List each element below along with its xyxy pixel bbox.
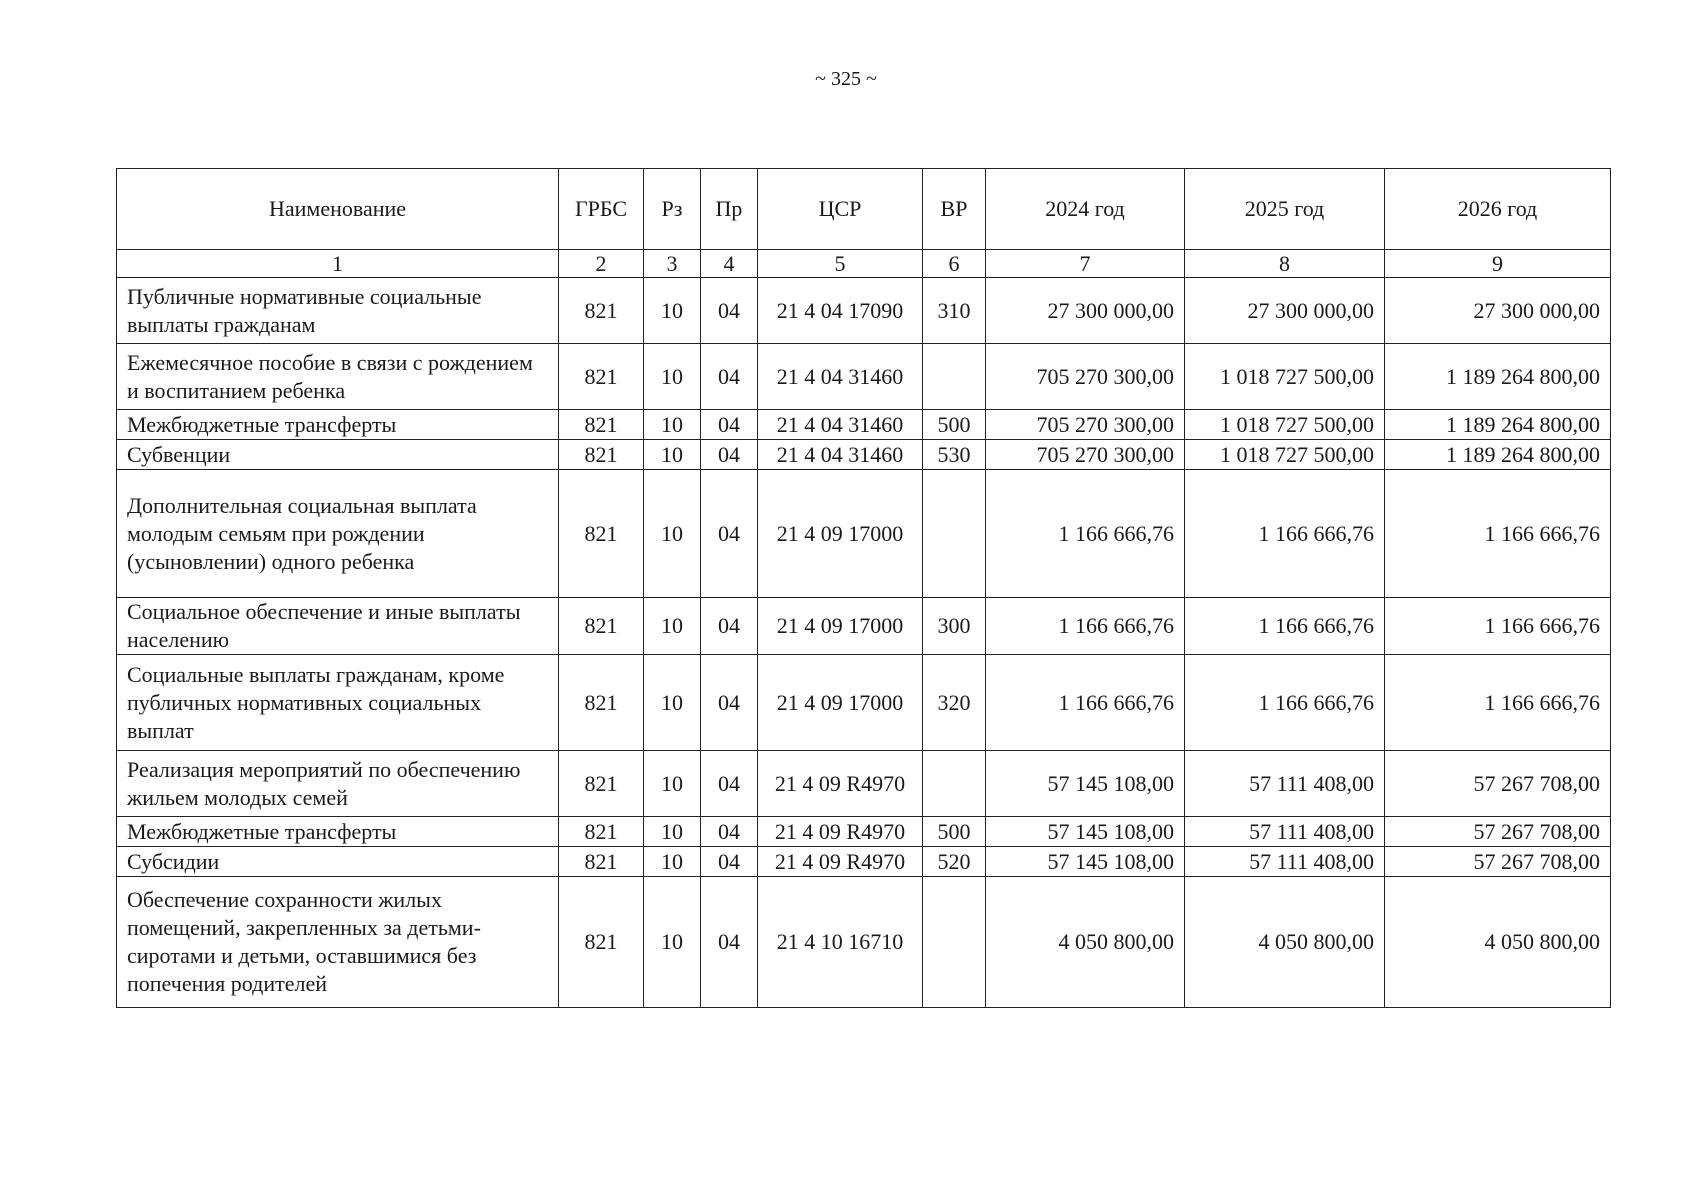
row-pr: 04 bbox=[701, 470, 758, 598]
row-amount-2024: 1 166 666,76 bbox=[986, 598, 1185, 655]
row-csr: 21 4 09 R4970 bbox=[758, 751, 923, 817]
row-name: Межбюджетные трансферты bbox=[117, 410, 559, 440]
row-amount-2025: 1 166 666,76 bbox=[1185, 470, 1385, 598]
header-2026: 2026 год bbox=[1385, 169, 1611, 250]
row-amount-2024: 1 166 666,76 bbox=[986, 470, 1185, 598]
row-rz: 10 bbox=[644, 751, 701, 817]
row-amount-2026: 1 166 666,76 bbox=[1385, 598, 1611, 655]
row-amount-2025: 27 300 000,00 bbox=[1185, 278, 1385, 344]
row-csr: 21 4 09 17000 bbox=[758, 655, 923, 751]
header-vr: ВР bbox=[923, 169, 986, 250]
row-amount-2025: 1 018 727 500,00 bbox=[1185, 440, 1385, 470]
row-grbs: 821 bbox=[559, 817, 644, 847]
row-amount-2025: 57 111 408,00 bbox=[1185, 751, 1385, 817]
column-number: 3 bbox=[644, 250, 701, 278]
table-row bbox=[117, 751, 1611, 817]
row-name: Социальные выплаты гражданам, кроме публичных нормативных социальных выплат bbox=[117, 655, 559, 751]
header-2025: 2025 год bbox=[1185, 169, 1385, 250]
table-row bbox=[117, 847, 1611, 877]
header-name: Наименование bbox=[117, 169, 559, 250]
row-amount-2026: 1 189 264 800,00 bbox=[1385, 440, 1611, 470]
row-csr: 21 4 09 R4970 bbox=[758, 847, 923, 877]
row-amount-2026: 4 050 800,00 bbox=[1385, 877, 1611, 1008]
row-grbs: 821 bbox=[559, 470, 644, 598]
row-amount-2026: 57 267 708,00 bbox=[1385, 847, 1611, 877]
row-csr: 21 4 09 17000 bbox=[758, 598, 923, 655]
row-name: Реализация мероприятий по обеспечению жильем молодых семей bbox=[117, 751, 559, 817]
row-csr: 21 4 04 17090 bbox=[758, 278, 923, 344]
row-amount-2024: 705 270 300,00 bbox=[986, 440, 1185, 470]
table-row bbox=[117, 344, 1611, 410]
row-rz: 10 bbox=[644, 655, 701, 751]
row-rz: 10 bbox=[644, 470, 701, 598]
row-rz: 10 bbox=[644, 278, 701, 344]
row-pr: 04 bbox=[701, 847, 758, 877]
row-vr: 520 bbox=[923, 847, 986, 877]
row-rz: 10 bbox=[644, 598, 701, 655]
row-grbs: 821 bbox=[559, 751, 644, 817]
column-number: 4 bbox=[701, 250, 758, 278]
row-amount-2024: 705 270 300,00 bbox=[986, 344, 1185, 410]
header-csr: ЦСР bbox=[758, 169, 923, 250]
table-row bbox=[117, 877, 1611, 1008]
row-amount-2025: 57 111 408,00 bbox=[1185, 817, 1385, 847]
row-name: Субсидии bbox=[117, 847, 559, 877]
row-csr: 21 4 04 31460 bbox=[758, 440, 923, 470]
header-rz: Рз bbox=[644, 169, 701, 250]
column-number: 1 bbox=[117, 250, 559, 278]
row-grbs: 821 bbox=[559, 877, 644, 1008]
table-row bbox=[117, 598, 1611, 655]
row-amount-2025: 57 111 408,00 bbox=[1185, 847, 1385, 877]
row-rz: 10 bbox=[644, 877, 701, 1008]
row-vr bbox=[923, 344, 986, 410]
column-number: 6 bbox=[923, 250, 986, 278]
row-vr bbox=[923, 470, 986, 598]
header-row bbox=[117, 169, 1611, 250]
row-pr: 04 bbox=[701, 751, 758, 817]
table-row bbox=[117, 470, 1611, 598]
row-amount-2024: 57 145 108,00 bbox=[986, 847, 1185, 877]
row-amount-2024: 57 145 108,00 bbox=[986, 751, 1185, 817]
table-row bbox=[117, 440, 1611, 470]
row-csr: 21 4 04 31460 bbox=[758, 344, 923, 410]
budget-table bbox=[116, 168, 1611, 1008]
row-grbs: 821 bbox=[559, 655, 644, 751]
table-row bbox=[117, 817, 1611, 847]
page-number: ~ 325 ~ bbox=[815, 68, 877, 90]
row-vr: 320 bbox=[923, 655, 986, 751]
row-grbs: 821 bbox=[559, 410, 644, 440]
row-amount-2026: 57 267 708,00 bbox=[1385, 817, 1611, 847]
row-grbs: 821 bbox=[559, 278, 644, 344]
row-pr: 04 bbox=[701, 655, 758, 751]
row-pr: 04 bbox=[701, 877, 758, 1008]
row-amount-2024: 27 300 000,00 bbox=[986, 278, 1185, 344]
row-name: Межбюджетные трансферты bbox=[117, 817, 559, 847]
header-grbs: ГРБС bbox=[559, 169, 644, 250]
row-amount-2024: 1 166 666,76 bbox=[986, 655, 1185, 751]
column-number: 7 bbox=[986, 250, 1185, 278]
row-pr: 04 bbox=[701, 410, 758, 440]
column-number: 8 bbox=[1185, 250, 1385, 278]
row-vr bbox=[923, 877, 986, 1008]
row-grbs: 821 bbox=[559, 598, 644, 655]
row-rz: 10 bbox=[644, 440, 701, 470]
row-pr: 04 bbox=[701, 344, 758, 410]
row-pr: 04 bbox=[701, 440, 758, 470]
column-number-row bbox=[117, 250, 1611, 278]
row-rz: 10 bbox=[644, 817, 701, 847]
row-rz: 10 bbox=[644, 410, 701, 440]
row-amount-2026: 27 300 000,00 bbox=[1385, 278, 1611, 344]
row-amount-2025: 1 018 727 500,00 bbox=[1185, 410, 1385, 440]
row-amount-2024: 705 270 300,00 bbox=[986, 410, 1185, 440]
row-pr: 04 bbox=[701, 278, 758, 344]
row-amount-2026: 1 166 666,76 bbox=[1385, 470, 1611, 598]
row-vr: 300 bbox=[923, 598, 986, 655]
column-number: 9 bbox=[1385, 250, 1611, 278]
row-vr: 500 bbox=[923, 817, 986, 847]
column-number: 5 bbox=[758, 250, 923, 278]
row-name: Социальное обеспечение и иные выплаты населению bbox=[117, 598, 559, 655]
table-row bbox=[117, 278, 1611, 344]
row-grbs: 821 bbox=[559, 440, 644, 470]
row-vr: 310 bbox=[923, 278, 986, 344]
row-amount-2026: 57 267 708,00 bbox=[1385, 751, 1611, 817]
row-amount-2026: 1 189 264 800,00 bbox=[1385, 344, 1611, 410]
row-vr: 530 bbox=[923, 440, 986, 470]
row-amount-2025: 1 166 666,76 bbox=[1185, 598, 1385, 655]
row-amount-2025: 4 050 800,00 bbox=[1185, 877, 1385, 1008]
row-amount-2025: 1 018 727 500,00 bbox=[1185, 344, 1385, 410]
row-amount-2026: 1 166 666,76 bbox=[1385, 655, 1611, 751]
row-name: Публичные нормативные социальные выплаты гражданам bbox=[117, 278, 559, 344]
row-rz: 10 bbox=[644, 847, 701, 877]
row-name: Субвенции bbox=[117, 440, 559, 470]
row-name: Обеспечение сохранности жилых помещений, закрепленных за детьми-сиротами и детьми, оставшимися без попечения родителей bbox=[117, 877, 559, 1008]
column-number: 2 bbox=[559, 250, 644, 278]
row-name: Дополнительная социальная выплата молодым семьям при рождении (усыновлении) одного ребенка bbox=[117, 470, 559, 598]
row-csr: 21 4 09 17000 bbox=[758, 470, 923, 598]
row-vr bbox=[923, 751, 986, 817]
row-amount-2025: 1 166 666,76 bbox=[1185, 655, 1385, 751]
header-pr: Пр bbox=[701, 169, 758, 250]
row-csr: 21 4 10 16710 bbox=[758, 877, 923, 1008]
row-vr: 500 bbox=[923, 410, 986, 440]
row-pr: 04 bbox=[701, 598, 758, 655]
row-pr: 04 bbox=[701, 817, 758, 847]
table-row bbox=[117, 655, 1611, 751]
row-grbs: 821 bbox=[559, 344, 644, 410]
row-amount-2026: 1 189 264 800,00 bbox=[1385, 410, 1611, 440]
table-row bbox=[117, 410, 1611, 440]
row-name: Ежемесячное пособие в связи с рождением и воспитанием ребенка bbox=[117, 344, 559, 410]
row-amount-2024: 57 145 108,00 bbox=[986, 817, 1185, 847]
row-csr: 21 4 04 31460 bbox=[758, 410, 923, 440]
row-rz: 10 bbox=[644, 344, 701, 410]
row-csr: 21 4 09 R4970 bbox=[758, 817, 923, 847]
header-2024: 2024 год bbox=[986, 169, 1185, 250]
row-amount-2024: 4 050 800,00 bbox=[986, 877, 1185, 1008]
row-grbs: 821 bbox=[559, 847, 644, 877]
